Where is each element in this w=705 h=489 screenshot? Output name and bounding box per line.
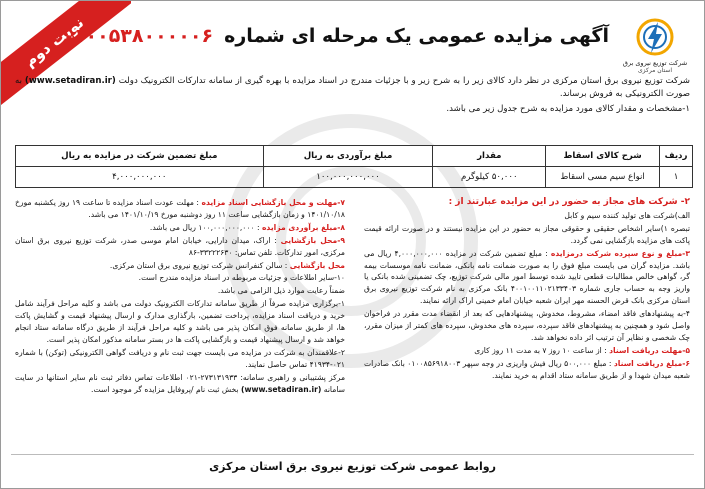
section-6-heading: ۶-مبلغ دریافت اسناد xyxy=(613,358,690,368)
table-header-row xyxy=(16,146,693,167)
section-8-body: : ۱۰۰,۰۰۰,۰۰۰,۰۰۰ ریال می باشد. xyxy=(149,222,260,232)
section-7-body: : مهلت عودت اسناد مزایده تا ساعت ۱۹ روز یکشنبه مورخ ۱۴۰۱/۱۰/۱۸ و زمان بازگشایی ساعت ۱۱ روز دوشنبه مورخ ۱۴۰۱/۱۰/۱۹ می باشد. xyxy=(15,198,345,219)
items-table xyxy=(15,145,693,188)
tender-number: ۱۰۰۱۰۰۵۳۸۰۰۰۰۰۶ xyxy=(39,25,214,47)
section-6-body: : مبلغ ۵۰۰,۰۰۰ ریال فیش واریزی در وجه سپهر ۰۱۰۰۸۵۶۹۱۸۰۰۳ بانک صادرات شعبه میدان شهدا و از طریق سامانه ستاد اقدام به خرید نمایند. xyxy=(364,358,690,380)
section-10: ۱۰-سایر اطلاعات و جزئیات مربوطه در اسناد مزایده مندرج است. xyxy=(138,273,345,283)
section-5-heading: ۵-مهلت دریافت اسناد xyxy=(609,345,690,355)
setad-url[interactable]: (www.setadiran.ir) xyxy=(24,76,116,86)
section-3-body: : مبلغ تضمین شرکت در مزایده ۴,۰۰۰,۰۰۰,۰۰۰ ریال می باشد. مزایده گران می بایست مبلغ فوق را به صورت ضمانت نامه بانکی، ضمانت نامه موسسات بیمه گر، گواهی خالص مطالبات قطعی تایید شده توسط امور مالی شرکت توزیع، چک تضمینی شده بانکی یا واریز وجه به حساب جاری شماره ۴۰۰۱۰۰۱۱۰۲۱۳۳۴۰۳ بانک مرکزی به نام شرکت توزیع نیروی برق استان مرکزی بانک قرض الحسنه مهر ایران شعبه خیابان امام خمینی اراک ارائه نمایند. xyxy=(364,248,690,306)
section-5 xyxy=(364,345,690,357)
lightning-bolt-icon xyxy=(633,17,677,57)
title-text: آگهی مزایده عمومی یک مرحله ای شماره xyxy=(224,25,609,47)
section-9-body: : اراک، میدان دارایی، خیابان امام موسی صدر، شرکت توزیع نیروی برق استان مرکزی، امور تدارکات. تلفن تماس: ۳۳۲۲۲۶۳۰-۸۶ xyxy=(15,235,345,257)
section-7 xyxy=(15,197,345,221)
table-row xyxy=(16,167,693,188)
cell-description: انواع سیم مسی اسقاط xyxy=(546,167,660,188)
th-index: ردیف xyxy=(660,146,693,167)
company-logo xyxy=(616,17,694,79)
note-1: ۱-برگزاری مزایده صرفاً از طریق سامانه تدارکات الکترونیک دولت می باشد و کلیه مراحل فرآیند شامل خرید و دریافت اسناد مزایده، پرداخت تضمین، بارگذاری مدارک و ارسال پیشنهاد قیمت و گشایش پاکت ها، از طریق سامانه فوق امکان پذیر می باشد و کلیه مراحل فرآیند از طریق درگاه سامانه ستاد انجام خواهد شد و ارسال پیشنهاد قیمت و بازگشایی پاکت ها در بستر سامانه مذکور امکان پذیر است. xyxy=(15,299,345,344)
th-deposit: مبلغ تضمین شرکت در مزایده به ریال xyxy=(16,146,264,167)
th-estimate: مبلغ برآوردی به ریال xyxy=(263,146,433,167)
terms-columns xyxy=(15,197,690,449)
note-3-tail: بخش ثبت نام /پروفایل مزایده گر موجود است. xyxy=(91,384,239,394)
section-3 xyxy=(364,248,690,308)
section-5-body: : از ساعت ۱۰ روز ۷ به مدت ۱۱ روز کاری xyxy=(474,345,607,355)
terms-left-column xyxy=(15,197,345,397)
section-9 xyxy=(15,235,345,259)
section-8 xyxy=(15,222,345,234)
intro-text-2: به صورت الکترونیکی به فروش برساند. xyxy=(15,76,690,99)
cell-quantity: ۵۰,۰۰۰ کیلوگرم xyxy=(433,167,546,188)
section-9b-heading: محل بازگشایی xyxy=(289,260,345,270)
setad-url-2[interactable]: (www.setadiran.ir) xyxy=(240,384,322,394)
terms-right-column xyxy=(364,197,690,383)
page-title xyxy=(39,25,609,59)
section-4: ۴-به پیشنهادهای فاقد امضاء، مشروط، مخدوش، پیشنهادهایی که بعد از انقضاء مدت مقرر در فراخوان واصل شود و همچنین به پیشنهادهای فاقد سپرده، سپرده های مخدوش، سپرده های کمتر از میزان مقرر، چک شخصی و نظایر آن ترتیب اثر داده نخواهد شد. xyxy=(364,309,690,342)
section-9-heading: ۹-محل بازگشایی xyxy=(280,235,345,245)
footer-credit: روابط عمومی شرکت توزیع نیروی برق استان مرکزی xyxy=(11,454,694,478)
th-quantity: مقدار xyxy=(433,146,546,167)
section-9b xyxy=(15,260,345,272)
note-2: ۲-علاقمندان به شرکت در مزایده می بایست جهت ثبت نام و دریافت گواهی الکترونیکی (توکن) با شماره ۰۲۱-۴۱۹۳۴ تماس حاصل نمایند. xyxy=(15,347,345,369)
note-3-text: مرکز پشتیبانی و راهبری سامانه: ۲۷۳۱۳۱۹۳۳-۰۲۱ اطلاعات تماس دفاتر ثبت نام سایر استانها در سایت سامانه xyxy=(15,372,346,394)
round-ribbon: نوبت دوم xyxy=(1,1,131,111)
note-3 xyxy=(15,372,345,396)
th-description: شرح کالای اسقاط xyxy=(546,146,660,167)
section-6 xyxy=(364,358,690,382)
logo-line-2: استان مرکزی xyxy=(637,67,673,74)
cell-index: ۱ xyxy=(660,167,693,188)
section-8-heading: ۸-مبلغ برآوردی مزایده xyxy=(261,222,345,232)
section-2-note: تبصره ۱)سایر اشخاص حقیقی و حقوقی مجاز به حضور در این مزایده نیستند و در صورت ارائه قیمت پاکت های مزایده بازگشایی نمی گردد. xyxy=(364,223,690,245)
section-9b-body: : سالن کنفرانس شرکت توزیع نیروی برق استان مرکزی. xyxy=(109,260,288,270)
cell-deposit: ۴,۰۰۰,۰۰۰,۰۰۰ xyxy=(16,167,264,188)
logo-line-1: شرکت توزیع نیروی برق xyxy=(622,59,688,67)
intro-paragraph xyxy=(15,75,690,101)
cell-estimate: ۱۰۰,۰۰۰,۰۰۰,۰۰۰ xyxy=(263,167,433,188)
section-2-heading: ۲- شرکت های مجاز به حضور در این مزایده عبارتند از : xyxy=(448,197,690,207)
section-7-heading: ۷-مهلت و محل بازگشایی اسناد مزایده xyxy=(201,198,345,207)
section-1: ۱-مشخصات و مقدار کالای مورد مزایده به شرح جدول زیر می باشد. xyxy=(446,104,690,114)
section-3-heading: ۳-مبلغ و نوع سپرده شرکت درمزایده xyxy=(550,248,690,258)
intro-text-1: شرکت توزیع نیروی برق استان مرکزی در نظر دارد کالای زیر را به شرح زیر و با جزئیات مندرج در اسناد مزایده با بهره گیری از سامانه تدارکات الکترونیک دولت xyxy=(118,76,691,86)
section-10b: ضمناً رعایت موارد ذیل الزامی می باشد. xyxy=(217,286,345,296)
section-2-a: الف)شرکت های تولید کننده سیم و کابل xyxy=(564,210,690,220)
